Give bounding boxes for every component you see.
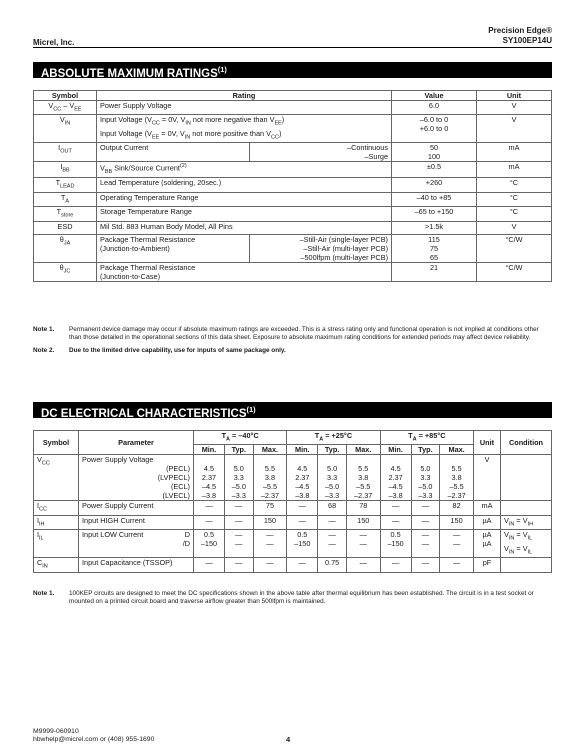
amr-symbol: $\theta_{JC}$ xyxy=(34,262,97,281)
dc-group-minus40: $T_A = -40^\circ C$ xyxy=(194,431,287,445)
amr-row xyxy=(34,178,552,192)
amr-symbol: $I_{BB}$ xyxy=(34,162,97,178)
amr-rating: Output Current xyxy=(97,143,250,162)
dc-parameter-sub: D /D xyxy=(182,530,190,549)
dc-col-typ: Typ. xyxy=(411,445,440,455)
amr-col-symbol: Symbol xyxy=(34,91,97,101)
dc-value: — — xyxy=(411,530,440,558)
amr-rating-condition: –Continuous –Surge xyxy=(249,143,391,162)
amr-symbol: $I_{OUT}$ xyxy=(34,143,97,162)
dc-value: 5.0 3.3 –5.0 –3.3 xyxy=(224,455,253,501)
header-right xyxy=(488,26,552,46)
amr-row xyxy=(34,234,552,262)
amr-symbol: $T_{store}$ xyxy=(34,207,97,221)
amr-unit: V xyxy=(477,101,552,115)
dc-value: 0.5 –150 xyxy=(380,530,411,558)
dc-col-typ: Typ. xyxy=(318,445,347,455)
dc-title-text: DC ELECTRICAL CHARACTERISTICS xyxy=(41,407,247,420)
dc-value: 78 xyxy=(346,501,380,515)
dc-value: 5.0 3.3 –5.0 –3.3 xyxy=(411,455,440,501)
dc-value: — xyxy=(224,558,253,572)
dc-unit: V xyxy=(474,455,501,501)
amr-note xyxy=(33,347,552,355)
dc-value: — xyxy=(224,501,253,515)
dc-row xyxy=(34,558,552,572)
dc-symbol: $C_{IN}$ xyxy=(34,558,79,572)
note-text: 100KEP circuits are designed to meet the DC specifications shown in the above table after thermal equilibrium has been established. The circuit is in a test socket or mounted on a printed circuit board and traverse airflow greater than 500lfpm is maintained. xyxy=(69,590,534,605)
amr-unit: mA xyxy=(477,143,552,162)
amr-title-text: ABSOLUTE MAXIMUM RATINGS xyxy=(41,67,218,80)
dc-value: — xyxy=(380,501,411,515)
amr-note xyxy=(33,326,552,342)
dc-row xyxy=(34,530,552,558)
dc-value: — xyxy=(287,501,318,515)
amr-header-row xyxy=(34,91,552,101)
amr-row xyxy=(34,221,552,234)
amr-symbol: $V_{IN}$ xyxy=(34,115,97,143)
dc-symbol: $V_{CC}$ xyxy=(34,455,79,501)
dc-value: — xyxy=(411,558,440,572)
amr-symbol: $T_{LEAD}$ xyxy=(34,178,97,192)
amr-value: ±0.5 xyxy=(392,162,477,178)
note-text: Permanent device damage may occur if absolute maximum ratings are exceeded. This is a stress rating only and functional operation is not implied at conditions other than those detailed in the operational sections of this data sheet. Exposure to absolute maximum rating conditions for extended periods may affect device reliability. xyxy=(69,326,539,341)
dc-value: — xyxy=(440,558,474,572)
dc-row xyxy=(34,455,552,501)
amr-value: >1.5k xyxy=(392,221,477,234)
amr-rating: Lead Temperature (soldering, 20sec.) xyxy=(97,178,392,192)
amr-unit: °C xyxy=(477,192,552,206)
dc-group-85: $T_A = +85^\circ C$ xyxy=(380,431,473,445)
dc-symbol: $I_{IH}$ xyxy=(34,515,79,529)
amr-value: 115 75 65 xyxy=(392,234,477,262)
dc-col-unit: Unit xyxy=(474,431,501,455)
dc-condition xyxy=(501,558,552,572)
amr-col-rating: Rating xyxy=(97,91,392,101)
amr-unit: °C xyxy=(477,207,552,221)
amr-rating: $V_{BB}$ Sink/Source Current$^{(2)}$ xyxy=(97,162,392,178)
dc-symbol: $I_{IL}$ xyxy=(34,530,79,558)
dc-value: 68 xyxy=(318,501,347,515)
amr-row xyxy=(34,115,552,143)
dc-value: — xyxy=(346,558,380,572)
company-name: Micrel, Inc. xyxy=(33,38,75,47)
amr-section-title xyxy=(33,62,552,78)
dc-unit: mA xyxy=(474,501,501,515)
dc-unit: pF xyxy=(474,558,501,572)
amr-rating: Input Voltage ($V_{CC} = 0V$, $V_{IN}$ not more negative than $V_{EE}$) Input Voltage ($V_{EE} = 0V$, $V_{IN}$ not more positive than $V_{CC}$) xyxy=(97,115,392,143)
absolute-max-ratings-table xyxy=(33,90,552,282)
dc-value: — — xyxy=(318,530,347,558)
dc-value: — xyxy=(380,515,411,529)
amr-row xyxy=(34,101,552,115)
amr-col-unit: Unit xyxy=(477,91,552,101)
amr-row xyxy=(34,192,552,206)
dc-col-max: Max. xyxy=(440,445,474,455)
dc-unit: µA xyxy=(474,515,501,529)
note-label: Note 1. xyxy=(33,590,55,597)
dc-group-row xyxy=(34,431,552,445)
dc-value: 150 xyxy=(346,515,380,529)
contact-info: hbwhelp@micrel.com or (408) 955-1690 xyxy=(33,736,155,743)
dc-value: 5.5 3.8 –5.5 –2.37 xyxy=(253,455,287,501)
dc-value: 0.5 –150 xyxy=(194,530,225,558)
amr-rating: Power Supply Voltage xyxy=(97,101,392,115)
amr-title-note: (1) xyxy=(217,65,227,74)
dc-parameter: Input LOW Current D /D xyxy=(79,530,194,558)
header-rule xyxy=(33,47,552,48)
amr-unit: °C xyxy=(477,178,552,192)
dc-value: — xyxy=(411,501,440,515)
amr-value: –65 to +150 xyxy=(392,207,477,221)
amr-value: 6.0 xyxy=(392,101,477,115)
dc-parameter: Input Capacitance (TSSOP) xyxy=(79,558,194,572)
dc-value: 5.5 3.8 –5.5 –2.37 xyxy=(346,455,380,501)
amr-unit: °C/W xyxy=(477,234,552,262)
dc-value: — xyxy=(194,515,225,529)
dc-condition: $V_{IN} = V_{IL}$ $V_{IN} = V_{IL}$ xyxy=(501,530,552,558)
dc-parameter: Input HIGH Current xyxy=(79,515,194,529)
dc-value: — — xyxy=(346,530,380,558)
dc-characteristics-table xyxy=(33,430,552,573)
dc-parameter: Power Supply Current xyxy=(79,501,194,515)
dc-group-25: $T_A = +25^\circ C$ xyxy=(287,431,380,445)
dc-section-title xyxy=(33,402,552,418)
dc-col-condition: Condition xyxy=(501,431,552,455)
amr-unit: °C/W xyxy=(477,262,552,281)
dc-value: — xyxy=(287,558,318,572)
dc-col-max: Max. xyxy=(253,445,287,455)
amr-value: –40 to +85 xyxy=(392,192,477,206)
dc-row xyxy=(34,515,552,529)
note-text: Due to the limited drive capability, use for inputs of same package only. xyxy=(69,347,286,354)
product-line: Precision Edge® xyxy=(488,26,552,35)
amr-symbol: $T_A$ xyxy=(34,192,97,206)
dc-value: 150 xyxy=(440,515,474,529)
dc-value: — xyxy=(287,515,318,529)
note-label: Note 1. xyxy=(33,326,55,333)
doc-number: M9999-060910 xyxy=(33,728,79,735)
dc-row xyxy=(34,501,552,515)
amr-notes xyxy=(33,326,552,360)
dc-value: — xyxy=(224,515,253,529)
dc-col-symbol: Symbol xyxy=(34,431,79,455)
dc-value: 0.5 –150 xyxy=(287,530,318,558)
dc-condition: $V_{IN} = V_{IH}$ xyxy=(501,515,552,529)
dc-col-max: Max. xyxy=(346,445,380,455)
dc-note xyxy=(33,590,552,606)
note-label: Note 2. xyxy=(33,347,55,354)
dc-symbol: $I_{CC}$ xyxy=(34,501,79,515)
dc-value: 82 xyxy=(440,501,474,515)
dc-value: 150 xyxy=(253,515,287,529)
amr-symbol: $V_{CC} - V_{EE}$ xyxy=(34,101,97,115)
dc-col-parameter: Parameter xyxy=(79,431,194,455)
dc-value: — — xyxy=(440,530,474,558)
amr-row xyxy=(34,262,552,281)
amr-row xyxy=(34,162,552,178)
amr-row xyxy=(34,143,552,162)
amr-rating-condition: –Still-Air (single-layer PCB) –Still-Air (multi-layer PCB) –500lfpm (multi-layer PCB) xyxy=(249,234,391,262)
dc-value: 5.0 3.3 –5.0 –3.3 xyxy=(318,455,347,501)
dc-value: — xyxy=(194,501,225,515)
amr-rating: Mil Std. 883 Human Body Model, All Pins xyxy=(97,221,392,234)
dc-title-note: (1) xyxy=(246,405,256,414)
dc-value: 4.5 2.37 –4.5 –3.8 xyxy=(380,455,411,501)
dc-col-typ: Typ. xyxy=(224,445,253,455)
footer xyxy=(33,728,154,744)
part-number: SY100EP14U xyxy=(502,36,552,45)
amr-unit: V xyxy=(477,221,552,234)
dc-value: 5.5 3.8 –5.5 –2.37 xyxy=(440,455,474,501)
dc-unit: µA µA xyxy=(474,530,501,558)
amr-rating: Package Thermal Resistance (Junction-to-Ambient) xyxy=(97,234,250,262)
dc-col-min: Min. xyxy=(380,445,411,455)
amr-value: –6.0 to 0 +6.0 to 0 xyxy=(392,115,477,143)
dc-value: — xyxy=(253,558,287,572)
amr-row xyxy=(34,207,552,221)
amr-unit: mA xyxy=(477,162,552,178)
amr-value: 50 100 xyxy=(392,143,477,162)
dc-parameter-sub: (PECL) (LVPECL) (ECL) (LVECL) xyxy=(157,464,190,501)
dc-value: 4.5 2.37 –4.5 –3.8 xyxy=(287,455,318,501)
amr-col-value: Value xyxy=(392,91,477,101)
dc-value: — xyxy=(318,515,347,529)
dc-condition xyxy=(501,501,552,515)
dc-value: — — xyxy=(253,530,287,558)
dc-parameter: Power Supply Voltage (PECL) (LVPECL) (ECL) (LVECL) xyxy=(79,455,194,501)
dc-condition xyxy=(501,455,552,501)
amr-symbol: $\theta_{JA}$ xyxy=(34,234,97,262)
amr-value: 21 xyxy=(392,262,477,281)
dc-col-min: Min. xyxy=(287,445,318,455)
amr-rating: Package Thermal Resistance (Junction-to-Case) xyxy=(97,262,392,281)
amr-unit: V xyxy=(477,115,552,143)
dc-col-min: Min. xyxy=(194,445,225,455)
amr-rating: Storage Temperature Range xyxy=(97,207,392,221)
dc-value: — — xyxy=(224,530,253,558)
dc-value: — xyxy=(380,558,411,572)
amr-symbol: ESD xyxy=(34,221,97,234)
amr-rating: Operating Temperature Range xyxy=(97,192,392,206)
dc-value: 4.5 2.37 –4.5 –3.8 xyxy=(194,455,225,501)
dc-value: — xyxy=(194,558,225,572)
page-number: 4 xyxy=(286,735,291,744)
amr-value: +260 xyxy=(392,178,477,192)
dc-value: — xyxy=(411,515,440,529)
dc-value: 0.75 xyxy=(318,558,347,572)
dc-value: 75 xyxy=(253,501,287,515)
